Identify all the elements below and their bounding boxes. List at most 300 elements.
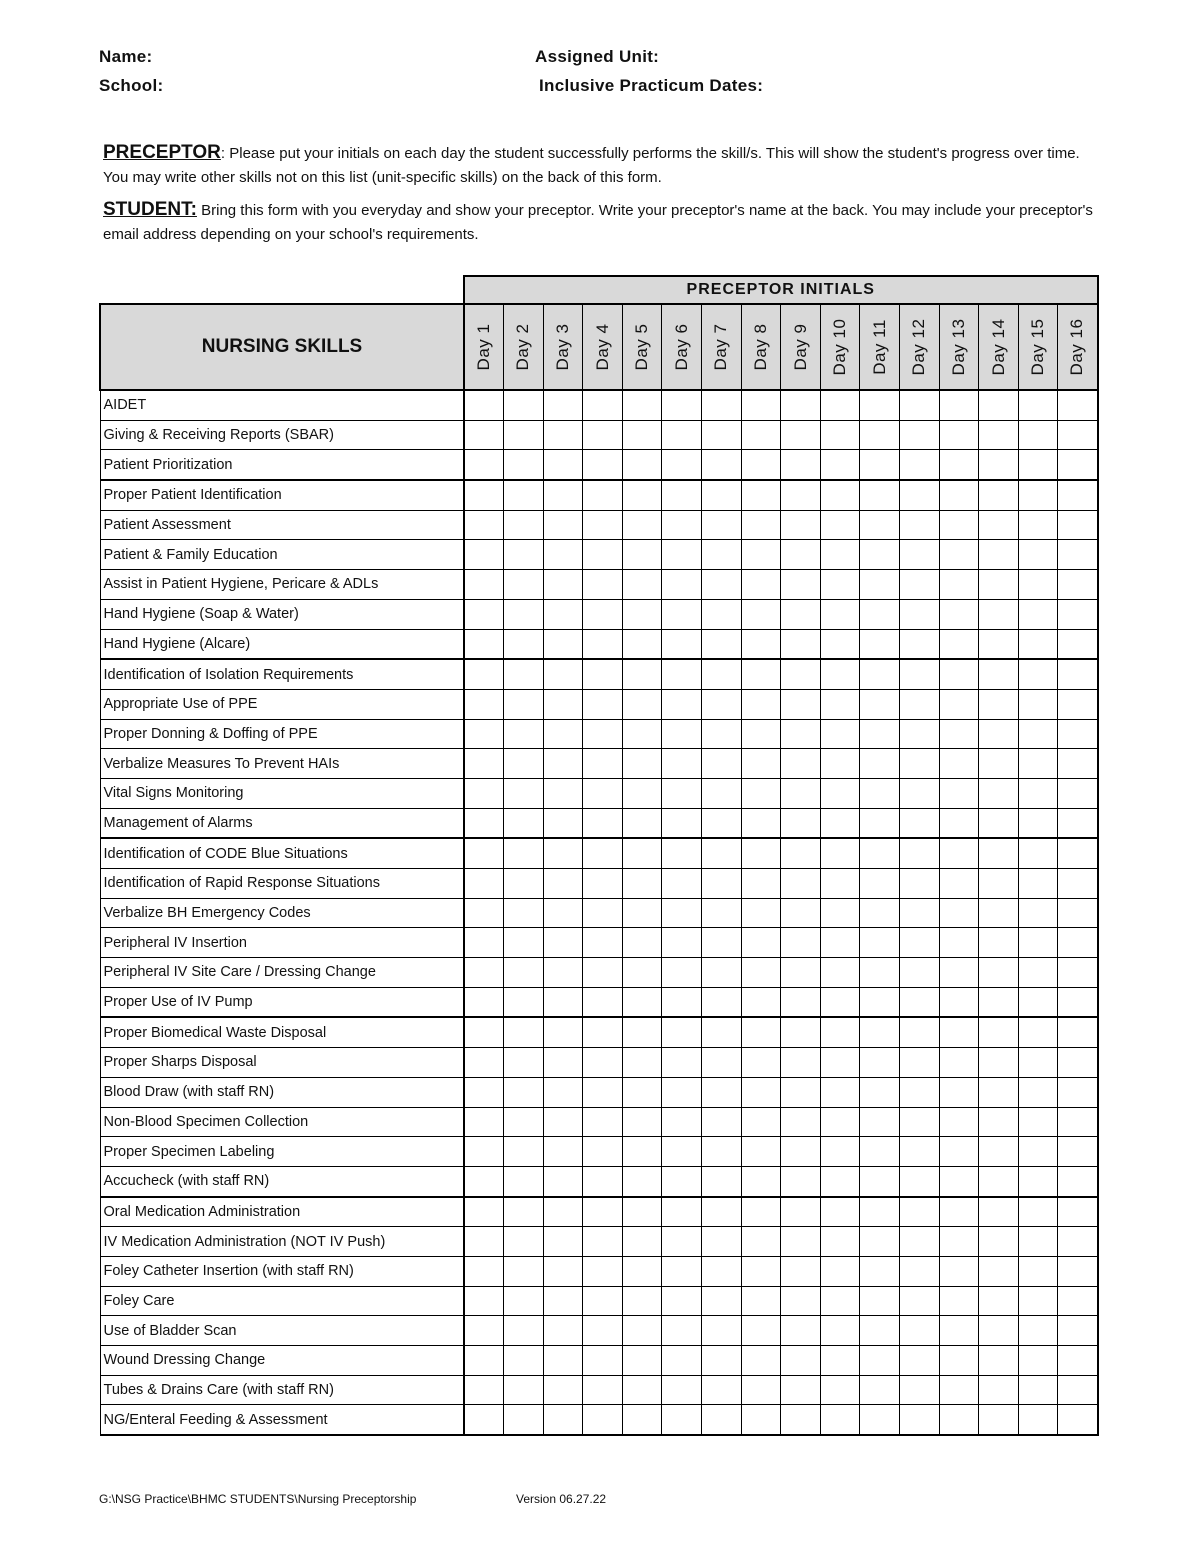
- initials-box[interactable]: [741, 1197, 781, 1227]
- initials-box[interactable]: [702, 1166, 742, 1196]
- initials-box[interactable]: [1018, 958, 1058, 988]
- initials-box[interactable]: [1018, 987, 1058, 1017]
- initials-box[interactable]: [622, 928, 662, 958]
- initials-box[interactable]: [979, 958, 1019, 988]
- initials-box[interactable]: [504, 629, 544, 659]
- initials-box[interactable]: [543, 1137, 583, 1167]
- initials-box[interactable]: [741, 1017, 781, 1047]
- initials-box[interactable]: [622, 420, 662, 450]
- initials-box[interactable]: [504, 540, 544, 570]
- initials-box[interactable]: [622, 1197, 662, 1227]
- initials-box[interactable]: [543, 1405, 583, 1435]
- initials-box[interactable]: [820, 1405, 860, 1435]
- initials-box[interactable]: [939, 1227, 979, 1257]
- initials-box[interactable]: [583, 689, 623, 719]
- initials-box[interactable]: [543, 808, 583, 838]
- initials-box[interactable]: [939, 1286, 979, 1316]
- initials-box[interactable]: [662, 1077, 702, 1107]
- initials-box[interactable]: [1058, 778, 1098, 808]
- initials-box[interactable]: [781, 1137, 821, 1167]
- initials-box[interactable]: [939, 719, 979, 749]
- initials-box[interactable]: [622, 749, 662, 779]
- initials-box[interactable]: [820, 1256, 860, 1286]
- initials-box[interactable]: [504, 480, 544, 510]
- initials-box[interactable]: [781, 719, 821, 749]
- initials-box[interactable]: [583, 390, 623, 420]
- initials-box[interactable]: [860, 987, 900, 1017]
- initials-box[interactable]: [900, 629, 940, 659]
- initials-box[interactable]: [702, 599, 742, 629]
- initials-box[interactable]: [860, 869, 900, 899]
- initials-box[interactable]: [622, 450, 662, 480]
- initials-box[interactable]: [900, 1137, 940, 1167]
- initials-box[interactable]: [741, 838, 781, 868]
- initials-box[interactable]: [464, 659, 504, 689]
- initials-box[interactable]: [781, 898, 821, 928]
- initials-box[interactable]: [543, 1316, 583, 1346]
- initials-box[interactable]: [543, 629, 583, 659]
- initials-box[interactable]: [820, 1048, 860, 1078]
- initials-box[interactable]: [939, 659, 979, 689]
- initials-box[interactable]: [583, 1048, 623, 1078]
- initials-box[interactable]: [860, 689, 900, 719]
- initials-box[interactable]: [504, 689, 544, 719]
- initials-box[interactable]: [820, 1316, 860, 1346]
- initials-box[interactable]: [543, 1346, 583, 1376]
- initials-box[interactable]: [1018, 570, 1058, 600]
- initials-box[interactable]: [781, 1166, 821, 1196]
- initials-box[interactable]: [979, 1048, 1019, 1078]
- initials-box[interactable]: [662, 1405, 702, 1435]
- initials-box[interactable]: [662, 1166, 702, 1196]
- initials-box[interactable]: [464, 599, 504, 629]
- initials-box[interactable]: [543, 1286, 583, 1316]
- initials-box[interactable]: [860, 1256, 900, 1286]
- initials-box[interactable]: [702, 629, 742, 659]
- initials-box[interactable]: [900, 869, 940, 899]
- initials-box[interactable]: [702, 1017, 742, 1047]
- initials-box[interactable]: [543, 599, 583, 629]
- initials-box[interactable]: [900, 659, 940, 689]
- initials-box[interactable]: [781, 987, 821, 1017]
- initials-box[interactable]: [702, 928, 742, 958]
- initials-box[interactable]: [820, 1107, 860, 1137]
- initials-box[interactable]: [979, 1077, 1019, 1107]
- initials-box[interactable]: [939, 390, 979, 420]
- initials-box[interactable]: [781, 570, 821, 600]
- initials-box[interactable]: [741, 450, 781, 480]
- initials-box[interactable]: [741, 1166, 781, 1196]
- initials-box[interactable]: [741, 1227, 781, 1257]
- initials-box[interactable]: [622, 778, 662, 808]
- initials-box[interactable]: [464, 390, 504, 420]
- initials-box[interactable]: [1058, 1346, 1098, 1376]
- initials-box[interactable]: [702, 420, 742, 450]
- initials-box[interactable]: [622, 1077, 662, 1107]
- initials-box[interactable]: [622, 1137, 662, 1167]
- initials-box[interactable]: [939, 869, 979, 899]
- initials-box[interactable]: [900, 1048, 940, 1078]
- initials-box[interactable]: [622, 390, 662, 420]
- initials-box[interactable]: [583, 898, 623, 928]
- initials-box[interactable]: [939, 1077, 979, 1107]
- initials-box[interactable]: [1058, 719, 1098, 749]
- initials-box[interactable]: [820, 1227, 860, 1257]
- initials-box[interactable]: [1018, 1346, 1058, 1376]
- initials-box[interactable]: [1058, 1375, 1098, 1405]
- initials-box[interactable]: [464, 1137, 504, 1167]
- initials-box[interactable]: [781, 420, 821, 450]
- initials-box[interactable]: [979, 987, 1019, 1017]
- initials-box[interactable]: [781, 689, 821, 719]
- initials-box[interactable]: [1018, 1166, 1058, 1196]
- initials-box[interactable]: [543, 480, 583, 510]
- initials-box[interactable]: [1018, 480, 1058, 510]
- initials-box[interactable]: [860, 1405, 900, 1435]
- initials-box[interactable]: [662, 570, 702, 600]
- initials-box[interactable]: [860, 719, 900, 749]
- initials-box[interactable]: [820, 480, 860, 510]
- initials-box[interactable]: [622, 958, 662, 988]
- initials-box[interactable]: [860, 808, 900, 838]
- initials-box[interactable]: [781, 1227, 821, 1257]
- initials-box[interactable]: [662, 749, 702, 779]
- initials-box[interactable]: [860, 570, 900, 600]
- initials-box[interactable]: [543, 420, 583, 450]
- initials-box[interactable]: [820, 540, 860, 570]
- initials-box[interactable]: [1058, 1166, 1098, 1196]
- initials-box[interactable]: [820, 838, 860, 868]
- initials-box[interactable]: [781, 1197, 821, 1227]
- initials-box[interactable]: [583, 778, 623, 808]
- initials-box[interactable]: [741, 1256, 781, 1286]
- initials-box[interactable]: [900, 1256, 940, 1286]
- initials-box[interactable]: [820, 898, 860, 928]
- initials-box[interactable]: [860, 1048, 900, 1078]
- initials-box[interactable]: [583, 1286, 623, 1316]
- initials-box[interactable]: [860, 480, 900, 510]
- initials-box[interactable]: [741, 719, 781, 749]
- initials-box[interactable]: [860, 928, 900, 958]
- initials-box[interactable]: [939, 570, 979, 600]
- initials-box[interactable]: [464, 719, 504, 749]
- initials-box[interactable]: [781, 1077, 821, 1107]
- initials-box[interactable]: [741, 749, 781, 779]
- initials-box[interactable]: [464, 869, 504, 899]
- initials-box[interactable]: [662, 510, 702, 540]
- initials-box[interactable]: [1058, 898, 1098, 928]
- initials-box[interactable]: [820, 629, 860, 659]
- initials-box[interactable]: [702, 570, 742, 600]
- initials-box[interactable]: [464, 987, 504, 1017]
- initials-box[interactable]: [900, 1227, 940, 1257]
- initials-box[interactable]: [741, 1405, 781, 1435]
- initials-box[interactable]: [1058, 749, 1098, 779]
- initials-box[interactable]: [900, 838, 940, 868]
- initials-box[interactable]: [583, 749, 623, 779]
- initials-box[interactable]: [820, 778, 860, 808]
- initials-box[interactable]: [979, 1227, 1019, 1257]
- initials-box[interactable]: [543, 928, 583, 958]
- initials-box[interactable]: [543, 1227, 583, 1257]
- initials-box[interactable]: [662, 1107, 702, 1137]
- initials-box[interactable]: [583, 1137, 623, 1167]
- initials-box[interactable]: [979, 869, 1019, 899]
- initials-box[interactable]: [860, 1316, 900, 1346]
- initials-box[interactable]: [504, 1077, 544, 1107]
- initials-box[interactable]: [1018, 719, 1058, 749]
- initials-box[interactable]: [860, 1107, 900, 1137]
- initials-box[interactable]: [741, 480, 781, 510]
- initials-box[interactable]: [1058, 1137, 1098, 1167]
- initials-box[interactable]: [464, 1405, 504, 1435]
- initials-box[interactable]: [543, 1375, 583, 1405]
- initials-box[interactable]: [1018, 1227, 1058, 1257]
- initials-box[interactable]: [860, 1197, 900, 1227]
- initials-box[interactable]: [1018, 1197, 1058, 1227]
- initials-box[interactable]: [979, 659, 1019, 689]
- initials-box[interactable]: [900, 928, 940, 958]
- initials-box[interactable]: [504, 749, 544, 779]
- initials-box[interactable]: [820, 1346, 860, 1376]
- initials-box[interactable]: [583, 987, 623, 1017]
- initials-box[interactable]: [900, 958, 940, 988]
- initials-box[interactable]: [504, 1316, 544, 1346]
- initials-box[interactable]: [860, 540, 900, 570]
- initials-box[interactable]: [781, 1048, 821, 1078]
- initials-box[interactable]: [702, 1286, 742, 1316]
- initials-box[interactable]: [900, 987, 940, 1017]
- initials-box[interactable]: [860, 958, 900, 988]
- initials-box[interactable]: [939, 928, 979, 958]
- initials-box[interactable]: [464, 1256, 504, 1286]
- initials-box[interactable]: [979, 629, 1019, 659]
- initials-box[interactable]: [900, 749, 940, 779]
- initials-box[interactable]: [504, 1137, 544, 1167]
- initials-box[interactable]: [939, 1197, 979, 1227]
- initials-box[interactable]: [900, 1017, 940, 1047]
- initials-box[interactable]: [583, 1197, 623, 1227]
- initials-box[interactable]: [741, 1048, 781, 1078]
- initials-box[interactable]: [741, 390, 781, 420]
- initials-box[interactable]: [860, 898, 900, 928]
- initials-box[interactable]: [820, 987, 860, 1017]
- initials-box[interactable]: [979, 1316, 1019, 1346]
- initials-box[interactable]: [1058, 570, 1098, 600]
- initials-box[interactable]: [662, 689, 702, 719]
- initials-box[interactable]: [1058, 659, 1098, 689]
- initials-box[interactable]: [939, 958, 979, 988]
- initials-box[interactable]: [820, 958, 860, 988]
- initials-box[interactable]: [781, 838, 821, 868]
- initials-box[interactable]: [820, 1286, 860, 1316]
- initials-box[interactable]: [741, 420, 781, 450]
- initials-box[interactable]: [622, 1405, 662, 1435]
- initials-box[interactable]: [662, 1137, 702, 1167]
- initials-box[interactable]: [1018, 1256, 1058, 1286]
- initials-box[interactable]: [583, 1316, 623, 1346]
- initials-box[interactable]: [939, 1405, 979, 1435]
- initials-box[interactable]: [820, 808, 860, 838]
- initials-box[interactable]: [662, 1375, 702, 1405]
- initials-box[interactable]: [741, 510, 781, 540]
- initials-box[interactable]: [464, 1375, 504, 1405]
- initials-box[interactable]: [900, 1166, 940, 1196]
- initials-box[interactable]: [979, 390, 1019, 420]
- initials-box[interactable]: [464, 629, 504, 659]
- initials-box[interactable]: [900, 570, 940, 600]
- initials-box[interactable]: [1058, 928, 1098, 958]
- initials-box[interactable]: [781, 1107, 821, 1137]
- initials-box[interactable]: [820, 869, 860, 899]
- initials-box[interactable]: [622, 540, 662, 570]
- initials-box[interactable]: [583, 599, 623, 629]
- initials-box[interactable]: [979, 1137, 1019, 1167]
- initials-box[interactable]: [979, 420, 1019, 450]
- initials-box[interactable]: [702, 1256, 742, 1286]
- initials-box[interactable]: [939, 689, 979, 719]
- initials-box[interactable]: [939, 1048, 979, 1078]
- initials-box[interactable]: [504, 510, 544, 540]
- initials-box[interactable]: [1058, 1286, 1098, 1316]
- initials-box[interactable]: [741, 928, 781, 958]
- initials-box[interactable]: [622, 1166, 662, 1196]
- initials-box[interactable]: [543, 1017, 583, 1047]
- initials-box[interactable]: [1058, 808, 1098, 838]
- initials-box[interactable]: [860, 1227, 900, 1257]
- initials-box[interactable]: [900, 1346, 940, 1376]
- initials-box[interactable]: [939, 1166, 979, 1196]
- initials-box[interactable]: [781, 480, 821, 510]
- initials-box[interactable]: [702, 450, 742, 480]
- initials-box[interactable]: [662, 1227, 702, 1257]
- initials-box[interactable]: [622, 719, 662, 749]
- initials-box[interactable]: [979, 599, 1019, 629]
- initials-box[interactable]: [1058, 1256, 1098, 1286]
- initials-box[interactable]: [662, 987, 702, 1017]
- initials-box[interactable]: [900, 1197, 940, 1227]
- initials-box[interactable]: [662, 1286, 702, 1316]
- initials-box[interactable]: [820, 570, 860, 600]
- initials-box[interactable]: [464, 450, 504, 480]
- initials-box[interactable]: [860, 629, 900, 659]
- initials-box[interactable]: [702, 1346, 742, 1376]
- initials-box[interactable]: [979, 1166, 1019, 1196]
- initials-box[interactable]: [939, 1346, 979, 1376]
- initials-box[interactable]: [820, 1197, 860, 1227]
- initials-box[interactable]: [464, 1316, 504, 1346]
- initials-box[interactable]: [1018, 1017, 1058, 1047]
- initials-box[interactable]: [1018, 659, 1058, 689]
- initials-box[interactable]: [504, 808, 544, 838]
- initials-box[interactable]: [820, 928, 860, 958]
- initials-box[interactable]: [1058, 987, 1098, 1017]
- initials-box[interactable]: [939, 749, 979, 779]
- initials-box[interactable]: [504, 1405, 544, 1435]
- initials-box[interactable]: [900, 808, 940, 838]
- initials-box[interactable]: [741, 659, 781, 689]
- initials-box[interactable]: [820, 510, 860, 540]
- initials-box[interactable]: [622, 629, 662, 659]
- initials-box[interactable]: [781, 1405, 821, 1435]
- initials-box[interactable]: [781, 1316, 821, 1346]
- initials-box[interactable]: [1018, 1286, 1058, 1316]
- initials-box[interactable]: [979, 808, 1019, 838]
- initials-box[interactable]: [820, 1017, 860, 1047]
- initials-box[interactable]: [900, 450, 940, 480]
- initials-box[interactable]: [1018, 390, 1058, 420]
- initials-box[interactable]: [860, 1077, 900, 1107]
- initials-box[interactable]: [464, 689, 504, 719]
- initials-box[interactable]: [1058, 1017, 1098, 1047]
- initials-box[interactable]: [1018, 869, 1058, 899]
- initials-box[interactable]: [504, 420, 544, 450]
- initials-box[interactable]: [543, 838, 583, 868]
- initials-box[interactable]: [504, 898, 544, 928]
- initials-box[interactable]: [1058, 1048, 1098, 1078]
- initials-box[interactable]: [741, 869, 781, 899]
- initials-box[interactable]: [741, 1316, 781, 1346]
- initials-box[interactable]: [979, 540, 1019, 570]
- initials-box[interactable]: [583, 1227, 623, 1257]
- initials-box[interactable]: [1018, 420, 1058, 450]
- initials-box[interactable]: [1018, 838, 1058, 868]
- initials-box[interactable]: [504, 659, 544, 689]
- initials-box[interactable]: [583, 1017, 623, 1047]
- initials-box[interactable]: [860, 838, 900, 868]
- initials-box[interactable]: [1018, 1405, 1058, 1435]
- initials-box[interactable]: [1018, 778, 1058, 808]
- initials-box[interactable]: [622, 599, 662, 629]
- initials-box[interactable]: [1058, 540, 1098, 570]
- initials-box[interactable]: [543, 778, 583, 808]
- initials-box[interactable]: [860, 1346, 900, 1376]
- initials-box[interactable]: [781, 778, 821, 808]
- initials-box[interactable]: [820, 1375, 860, 1405]
- initials-box[interactable]: [543, 898, 583, 928]
- initials-box[interactable]: [702, 987, 742, 1017]
- initials-box[interactable]: [662, 1316, 702, 1346]
- initials-box[interactable]: [1058, 958, 1098, 988]
- initials-box[interactable]: [622, 987, 662, 1017]
- initials-box[interactable]: [464, 480, 504, 510]
- initials-box[interactable]: [622, 1227, 662, 1257]
- initials-box[interactable]: [900, 540, 940, 570]
- initials-box[interactable]: [1018, 1316, 1058, 1346]
- initials-box[interactable]: [583, 1256, 623, 1286]
- initials-box[interactable]: [741, 1137, 781, 1167]
- initials-box[interactable]: [702, 1405, 742, 1435]
- initials-box[interactable]: [464, 1077, 504, 1107]
- initials-box[interactable]: [979, 1405, 1019, 1435]
- initials-box[interactable]: [1018, 689, 1058, 719]
- initials-box[interactable]: [662, 1256, 702, 1286]
- initials-box[interactable]: [1058, 1227, 1098, 1257]
- initials-box[interactable]: [543, 1048, 583, 1078]
- initials-box[interactable]: [939, 898, 979, 928]
- initials-box[interactable]: [622, 838, 662, 868]
- initials-box[interactable]: [781, 1346, 821, 1376]
- initials-box[interactable]: [702, 869, 742, 899]
- initials-box[interactable]: [583, 869, 623, 899]
- initials-box[interactable]: [504, 450, 544, 480]
- initials-box[interactable]: [939, 838, 979, 868]
- initials-box[interactable]: [702, 778, 742, 808]
- initials-box[interactable]: [979, 1286, 1019, 1316]
- initials-box[interactable]: [504, 599, 544, 629]
- initials-box[interactable]: [702, 689, 742, 719]
- initials-box[interactable]: [741, 689, 781, 719]
